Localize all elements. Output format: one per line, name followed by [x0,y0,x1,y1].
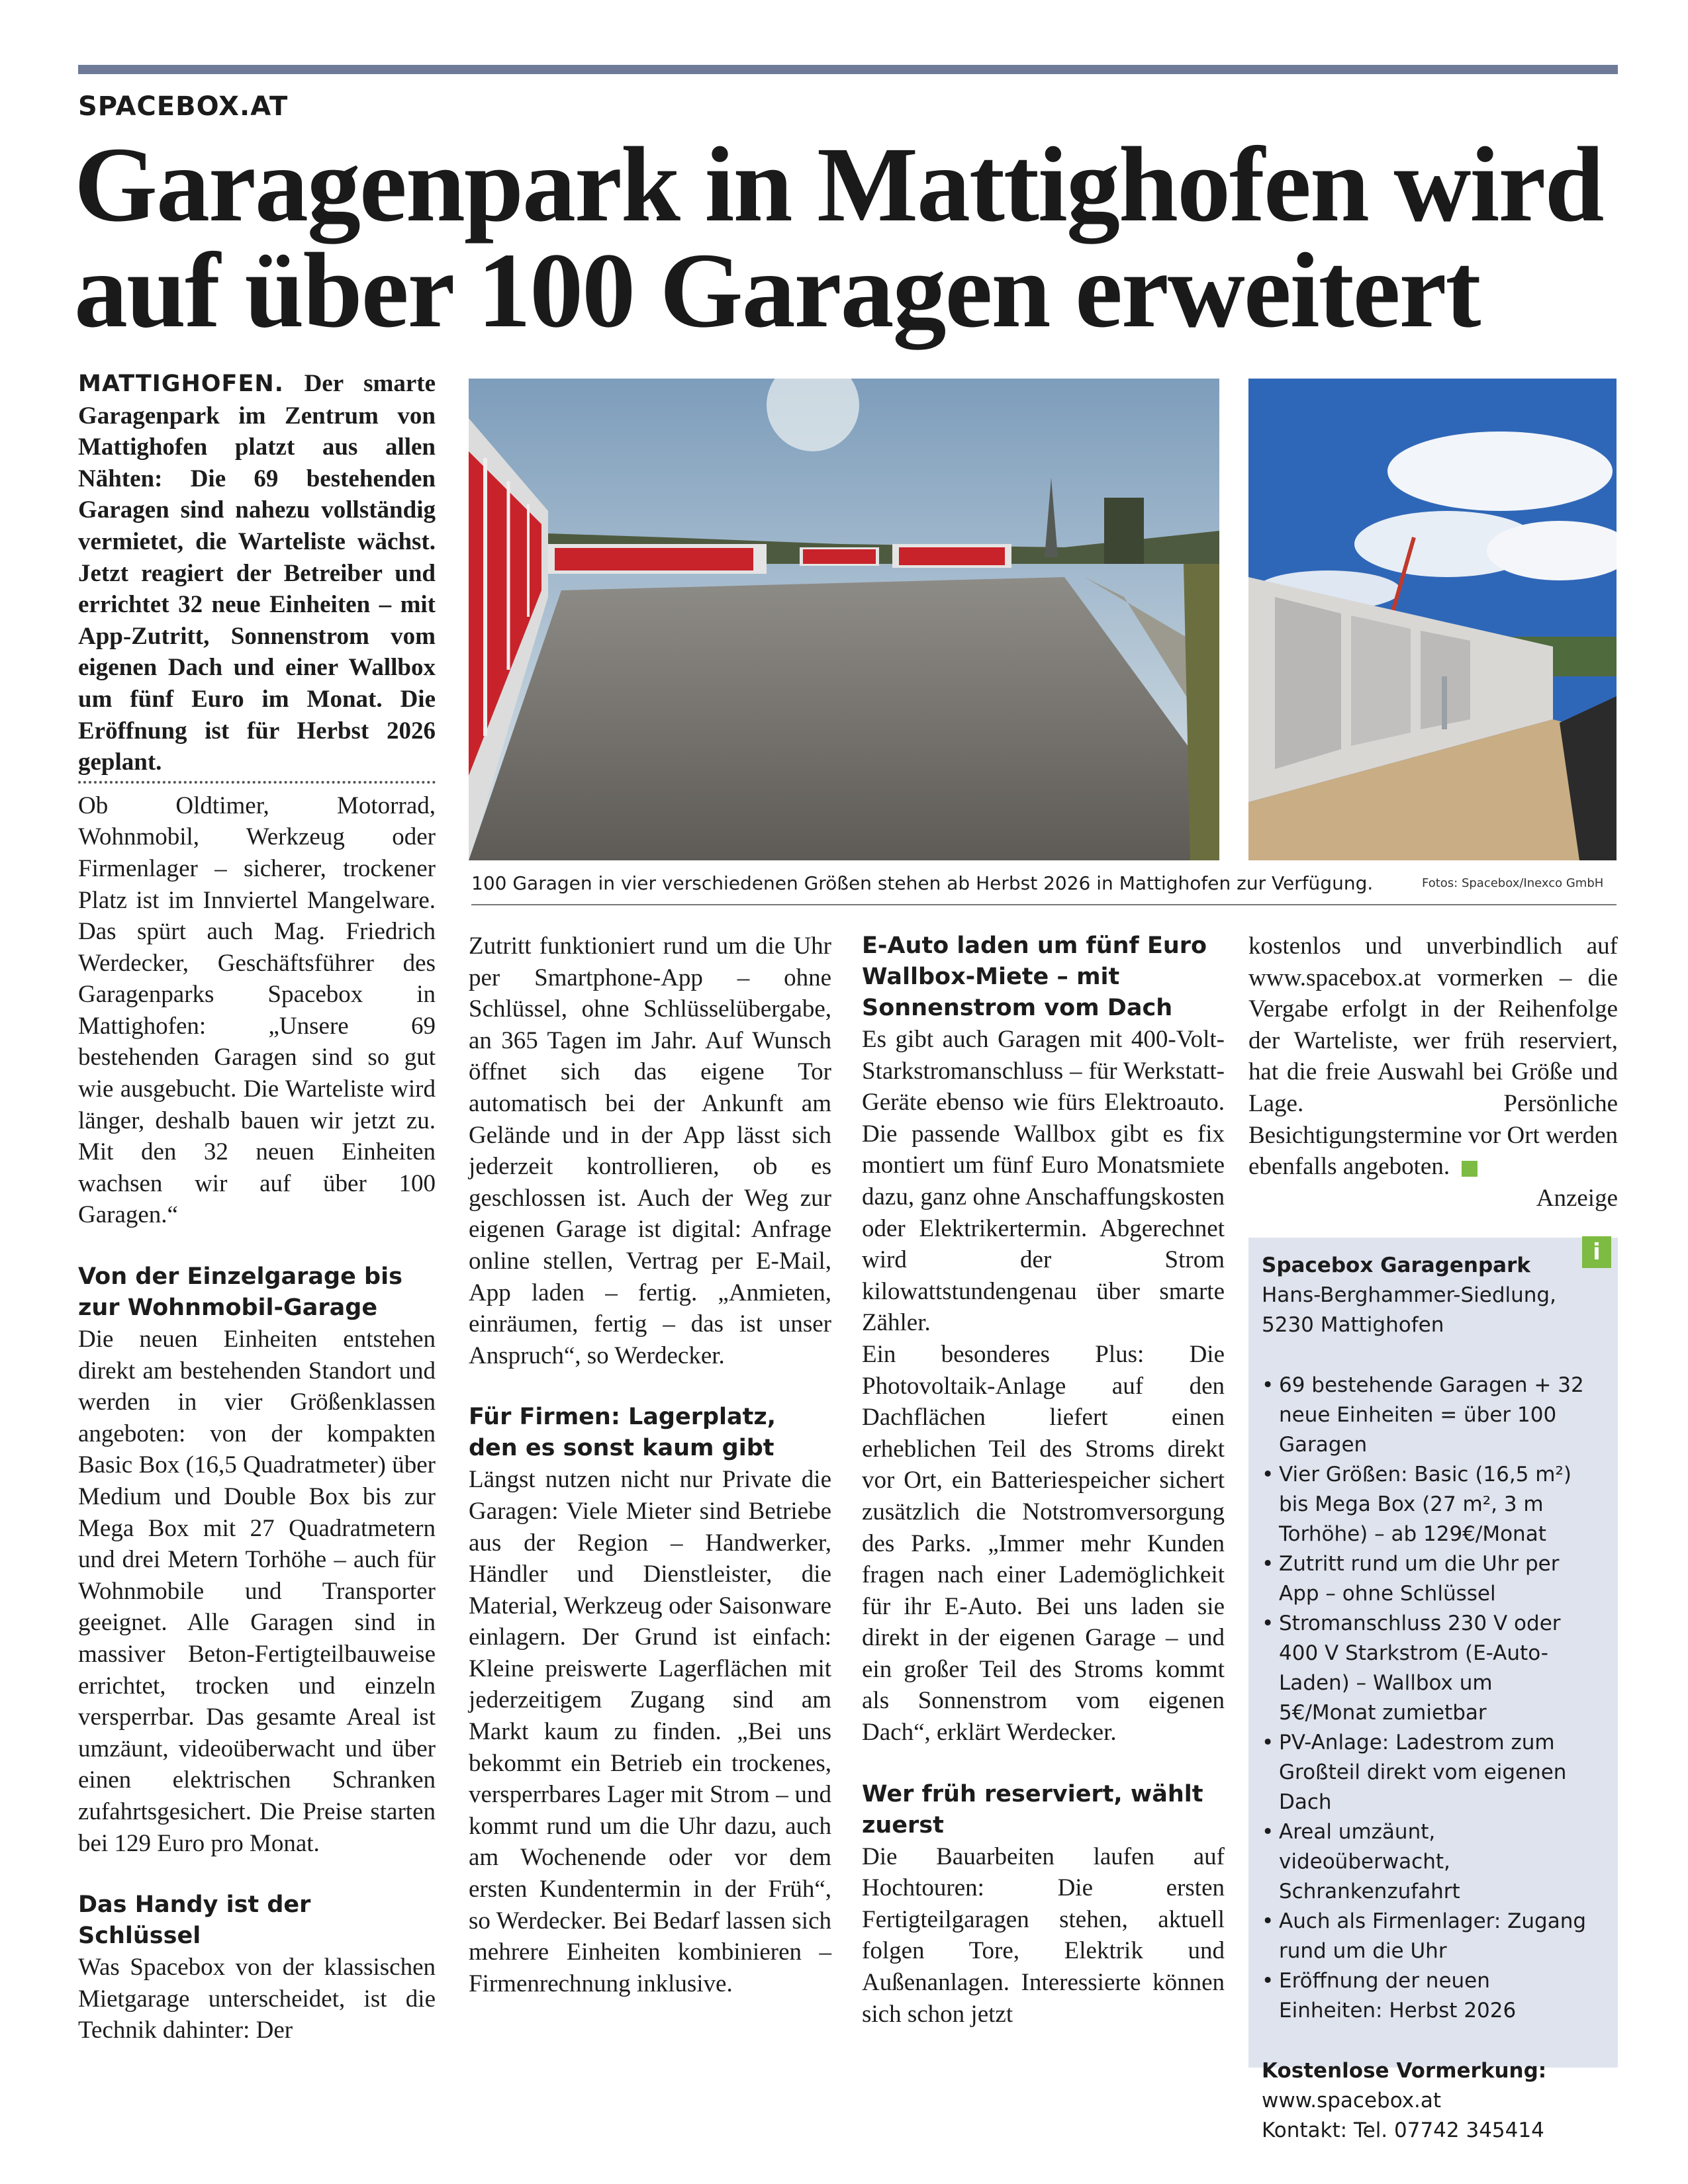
lead-divider [78,781,436,784]
photo-credit: Fotos: Spacebox/Inexco GmbH [1422,876,1604,890]
info-box [1248,1238,1618,2142]
caption-rule [471,904,1617,905]
subheading: E-Auto laden um fünf Euro Wallbox-Miete – mit Sonnenstrom vom Dach [862,933,1207,1021]
article-column-2 [469,931,831,1999]
body-paragraph [1248,931,1618,1183]
info-cta-title: Kostenlose Vormerkung: [1262,2059,1547,2083]
info-contact: Kontakt: Tel. 07742 345414 [1262,2118,1544,2142]
info-fact-item: • PV-Anlage: Ladestrom zum Großteil direkt vom eigenen Dach [1262,1728,1593,1817]
info-fact-item: • Zutritt rund um die Uhr per App – ohne Schlüssel [1262,1549,1593,1609]
info-content [1262,1251,1593,2146]
info-address-line-1: Hans-Berghammer-Siedlung, [1262,1283,1556,1307]
subheading: Das Handy ist der Schlüssel [78,1891,311,1950]
info-website-link[interactable]: www.spacebox.at [1262,2089,1442,2113]
info-icon: i [1582,1236,1611,1268]
photo-garage-lane [469,379,1219,860]
subheading: Für Firmen: Lagerplatz, den es sonst kaum gibt [469,1404,776,1462]
photo-caption: 100 Garagen in vier verschiedenen Größen stehen ab Herbst 2026 in Mattighofen zur Verfügung. [471,872,1374,894]
info-title: Spacebox Garagenpark [1262,1253,1530,1277]
info-fact-item: • 69 bestehende Garagen + 32 neue Einheiten = über 100 Garagen [1262,1371,1593,1460]
advertisement-label: Anzeige [1536,1184,1618,1212]
info-fact-item: • Areal umzäunt, videoüberwacht, Schrankenzufahrt [1262,1817,1593,1907]
top-rule [78,65,1618,74]
info-fact-item: • Vier Größen: Basic (16,5 m²) bis Mega Box (27 m², 3 m Torhöhe) – ab 129€/Monat [1262,1460,1593,1549]
subheading: Wer früh reserviert, wählt zuerst [862,1780,1203,1839]
body-paragraph: Es gibt auch Garagen mit 400-Volt-Starkstromanschluss – für Werkstatt-Geräte ebenso wie fürs Elektroauto. Die passende Wallbox gibt es fix montiert um fünf Euro Monatsmiete dazu, ganz ohne Anschaffungskosten oder Elektrikertermin. Abgerechnet wird der Strom kilowattstundengenau über smarte Zähler. [862,1026,1225,1337]
closing-text: kostenlos und unverbindlich auf www.spacebox.at vormerken – die Vergabe erfolgt in der Reihenfolge der Warteliste, wer früh reserviert, hat die freie Auswahl bei Größe und Lage. Persönliche Besichtigungstermine vor Ort werden ebenfalls angeboten. [1248,933,1618,1181]
lead-paragraph [78,368,436,778]
body-paragraph: Die neuen Einheiten entstehen direkt am bestehenden Standort und werden in vier Größenklassen angeboten: von der kompakten Basic Box (16,5 Quadratmeter) über Medium und Double Box bis zur Mega Box mit 27 Quadratmetern und drei Metern Torhöhe – auch für Wohnmobile und Transporter geeignet. Alle Garagen sind in massiver Beton-Fertigteilbauweise errichtet, trocken und einzeln versperrbar. Das gesamte Areal ist umzäunt, videoüberwacht und über einen elektrischen Schranken zufahrtsgesichert. Die Preise starten bei 129 Euro pro Monat. [78,1326,436,1857]
subheading: Von der Einzelgarage bis zur Wohnmobil-Garage [78,1263,402,1322]
dateline: MATTIGHOFEN. [78,371,284,397]
lead-text: Der smarte Garagenpark im Zentrum von Mattighofen platzt aus allen Nähten: Die 69 bestehenden Garagen sind nahezu vollständig vermietet, die Warteliste wächst. Jetzt reagiert der Betreiber und errichtet 32 neue Einheiten – mit App-Zutritt, Sonnenstrom vom eigenen Dach und einer Wallbox um fünf Euro im Monat. Die Eröffnung ist für Herbst 2026 geplant. [78,370,436,776]
body-paragraph: Die Bauarbeiten laufen auf Hochtouren: Die ersten Fertigteilgaragen stehen, aktuell folgen Tore, Elektrik und Außenanlagen. Interessierte können sich schon jetzt [862,1843,1225,2028]
headline-line-2: auf über 100 Garagen erweitert [74,232,1480,350]
info-fact-item: • Eröffnung der neuen Einheiten: Herbst 2026 [1262,1966,1593,2026]
article-column-4 [1248,931,1618,1214]
article-column-3 [862,931,1225,2030]
body-paragraph: Zutritt funktioniert rund um die Uhr per Smartphone-App – ohne Schlüssel, ohne Schlüsselübergabe, an 365 Tagen im Jahr. Auf Wunsch öffnet sich das eigene Tor automatisch bei der Ankunft am Gelände und in der App lässt sich jederzeit kontrollieren, ob es geschlossen ist. Auch der Weg zur eigenen Garage ist digital: Anfrage online stellen, Vertrag per E-Mail, App laden – fertig. „Anmieten, einräumen, fertig – das ist unser Anspruch“, so Werdecker. [469,933,831,1369]
headline [74,126,1623,350]
info-fact-list [1262,1371,1593,2026]
section-kicker: SPACEBOX.AT [78,91,289,122]
body-paragraph: Was Spacebox von der klassischen Mietgarage unterscheidet, ist die Technik dahinter: Der [78,1954,436,2044]
garage-lane-illustration [469,379,1219,860]
construction-illustration [1248,379,1617,860]
end-mark-icon [1462,1161,1477,1177]
info-fact-item: • Stromanschluss 230 V oder 400 V Starkstrom (E-Auto-Laden) – Wallbox um 5€/Monat zumietbar [1262,1609,1593,1728]
article-column-1 [78,368,436,2046]
body-paragraph: Ob Oldtimer, Motorrad, Wohnmobil, Werkzeug oder Firmenlager – sicherer, trockener Platz ist im Innviertel Mangelware. Das spürt auch Mag. Friedrich Werdecker, Geschäftsführer des Garagenparks Spacebox in Mattighofen: „Unsere 69 bestehenden Garagen sind so gut wie ausgebucht. Die Warteliste wird länger, deshalb bauen wir jetzt zu. Mit den 32 neuen Einheiten wachsen wir auf über 100 Garagen.“ [78,792,436,1229]
body-paragraph: Ein besonderes Plus: Die Photovoltaik-Anlage auf den Dachflächen liefert einen erheblichen Teil des Stroms direkt vor Ort, ein Batteriespeicher sichert zusätzlich die Notstromversorgung des Parks. „Immer mehr Kunden fragen nach einer Lademöglichkeit für ihr E-Auto. Bei uns laden sie direkt in der eigenen Garage – und ein großer Teil des Stroms kommt als Sonnenstrom vom eigenen Dach“, erklärt Werdecker. [862,1340,1225,1747]
body-paragraph: Längst nutzen nicht nur Private die Garagen: Viele Mieter sind Betriebe aus der Region – Handwerker, Händler und Dienstleister, die Material, Werkzeug oder Saisonware einlagern. Der Grund ist einfach: Kleine preiswerte Lagerflächen mit jederzeitigem Zugang sind am Markt kaum zu finden. „Bei uns bekommt ein Betrieb ein trockenes, versperrbares Lager mit Strom – und kommt rund um die Uhr dazu, auch am Wochenende oder vor dem ersten Kundentermin in der Früh“, so Werdecker. Bei Bedarf lassen sich mehrere Einheiten kombinieren – Firmenrechnung inklusive. [469,1466,831,1997]
info-address-line-2: 5230 Mattighofen [1262,1313,1444,1337]
headline-line-1: Garagenpark in Mattighofen wird [74,126,1603,244]
info-fact-item: • Auch als Firmenlager: Zugang rund um die Uhr [1262,1907,1593,1966]
photo-construction [1248,379,1617,860]
